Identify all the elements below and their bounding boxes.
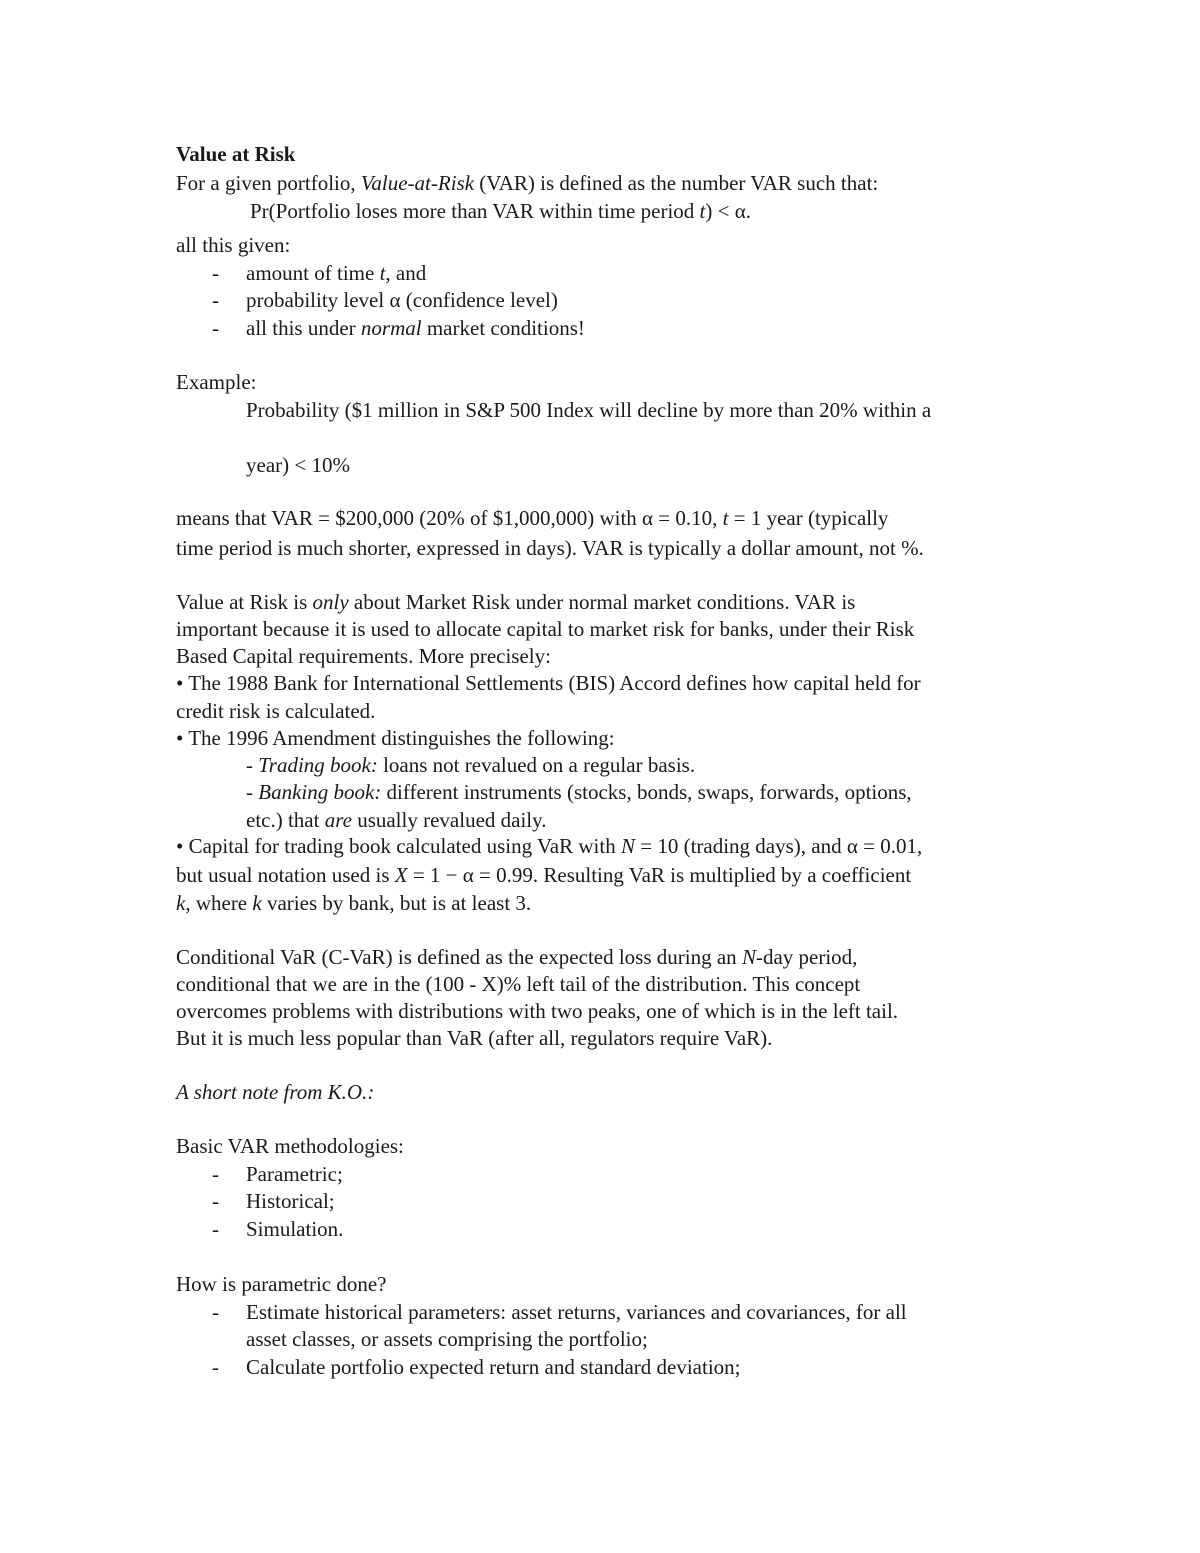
method-item: Historical; — [246, 1189, 335, 1213]
parametric-intro: How is parametric done? — [176, 1272, 387, 1296]
method-item: Parametric; — [246, 1162, 343, 1186]
given-intro: all this given: — [176, 233, 291, 257]
methods-intro: Basic VAR methodologies: — [176, 1134, 404, 1158]
list-dash: - — [212, 1217, 219, 1241]
means-line-2: time period is much shorter, expressed in days). VAR is typically a dollar amount, not %. — [176, 536, 924, 560]
list-dash: - — [212, 1189, 219, 1213]
given-item-probability: probability level α (confidence level) — [246, 288, 558, 312]
bullet-bis-line-1: • The 1988 Bank for International Settlements (BIS) Accord defines how capital held for — [176, 671, 921, 695]
method-item: Simulation. — [246, 1217, 344, 1241]
list-dash: - — [212, 261, 219, 285]
bullet-amendment: • The 1996 Amendment distinguishes the following: — [176, 726, 615, 750]
cvar-line-2: conditional that we are in the (100 - X)% left tail of the distribution. This concept — [176, 972, 861, 996]
example-line-2: year) < 10% — [246, 453, 350, 477]
cvar-line-4: But it is much less popular than VaR (after all, regulators require VaR). — [176, 1026, 773, 1050]
short-note-heading: A short note from K.O.: — [176, 1080, 375, 1104]
bullet-bis-line-2: credit risk is calculated. — [176, 699, 376, 723]
parametric-step-1-line-1: Estimate historical parameters: asset returns, variances and covariances, for all — [246, 1300, 907, 1324]
list-dash: - — [212, 316, 219, 340]
list-dash: - — [212, 1300, 219, 1324]
list-dash: - — [212, 288, 219, 312]
market-line-1: Value at Risk is only about Market Risk under normal market conditions. VAR is — [176, 590, 856, 614]
means-line-1: means that VAR = $200,000 (20% of $1,000,000) with α = 0.10, t = 1 year (typically — [176, 506, 889, 530]
var-formula: Pr(Portfolio loses more than VAR within time period t) < α. — [250, 199, 751, 223]
example-label: Example: — [176, 370, 257, 394]
cvar-line-1: Conditional VaR (C-VaR) is defined as the expected loss during an N-day period, — [176, 945, 858, 969]
banking-book-line-1: - Banking book: different instruments (stocks, bonds, swaps, forwards, options, — [246, 780, 912, 804]
bullet-capital-line-2: but usual notation used is X = 1 − α = 0.99. Resulting VaR is multiplied by a coefficient — [176, 863, 912, 887]
list-dash: - — [212, 1162, 219, 1186]
banking-book-line-2: etc.) that are usually revalued daily. — [246, 808, 547, 832]
trading-book-line: - Trading book: loans not revalued on a regular basis. — [246, 753, 696, 777]
bullet-capital-line-3: k, where k varies by bank, but is at least 3. — [176, 891, 532, 915]
given-item-time: amount of time t, and — [246, 261, 427, 285]
cvar-line-3: overcomes problems with distributions with two peaks, one of which is in the left tail. — [176, 999, 899, 1023]
definition-line: For a given portfolio, Value-at-Risk (VAR) is defined as the number VAR such that: — [176, 171, 879, 195]
example-line-1: Probability ($1 million in S&P 500 Index will decline by more than 20% within a — [246, 398, 932, 422]
parametric-step-2: Calculate portfolio expected return and standard deviation; — [246, 1355, 741, 1379]
market-line-2: important because it is used to allocate capital to market risk for banks, under their Risk — [176, 617, 915, 641]
list-dash: - — [212, 1355, 219, 1379]
parametric-step-1-line-2: asset classes, or assets comprising the portfolio; — [246, 1327, 648, 1351]
bullet-capital-line-1: • Capital for trading book calculated using VaR with N = 10 (trading days), and α = 0.01, — [176, 834, 923, 858]
market-line-3: Based Capital requirements. More precisely: — [176, 644, 551, 668]
term-value-at-risk: Value-at-Risk — [360, 171, 475, 195]
given-item-normal: all this under normal market conditions! — [246, 316, 585, 340]
page-title: Value at Risk — [176, 142, 296, 166]
